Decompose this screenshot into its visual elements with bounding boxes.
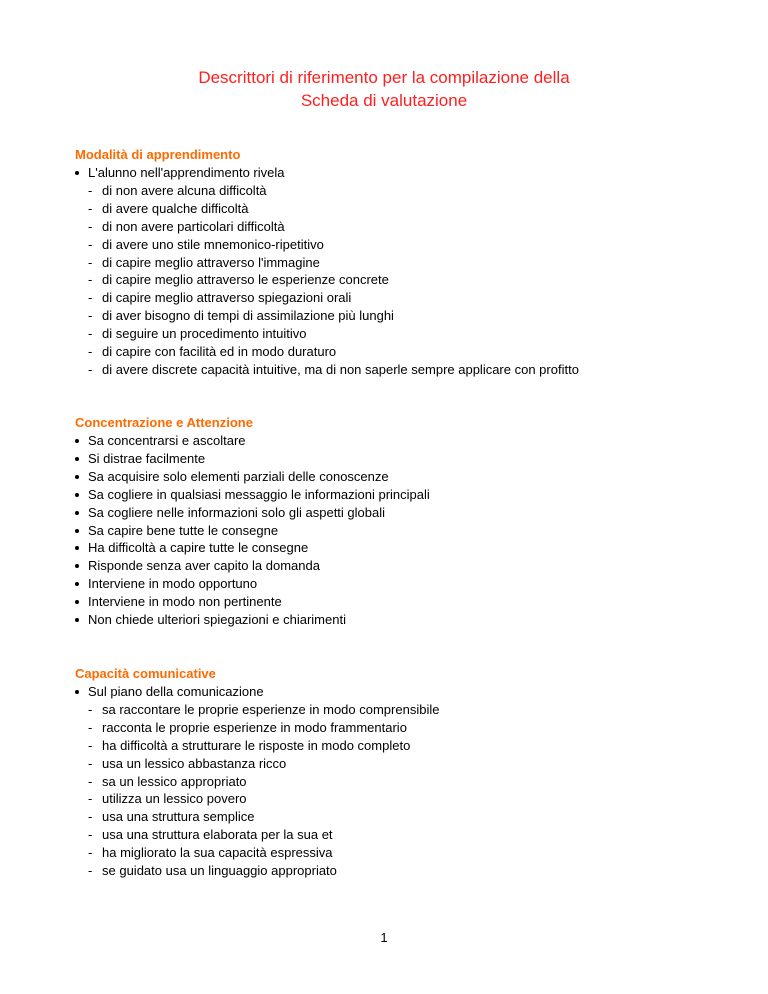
bullet-item: Non chiede ulteriori spiegazioni e chiarimenti (75, 611, 715, 629)
dash-marker: - (88, 290, 93, 306)
dash-marker: - (88, 218, 93, 234)
dash-item (75, 236, 715, 254)
dash-item-text: di capire meglio attraverso l'immagine (102, 254, 320, 270)
dash-item-text: di aver bisogno di tempi di assimilazione più lunghi (102, 308, 394, 324)
dash-marker: - (88, 272, 93, 288)
page-number: 1 (380, 930, 388, 945)
dash-item-text: se guidato usa un linguaggio appropriato (102, 863, 337, 879)
dash-item-text: racconta le proprie esperienze in modo frammentario (102, 719, 407, 735)
dash-item (75, 200, 715, 218)
dash-marker: - (88, 701, 93, 717)
dash-item-text: di non avere particolari difficoltà (102, 218, 285, 234)
bullet-item: L'alunno nell'apprendimento rivela (75, 164, 715, 182)
dash-item-text: sa un lessico appropriato (102, 773, 247, 789)
dash-item (75, 307, 715, 325)
dash-item-text: usa un lessico abbastanza ricco (102, 755, 287, 771)
dash-item (75, 254, 715, 272)
dash-item (75, 808, 715, 826)
bullet-item: Si distrae facilmente (75, 450, 715, 468)
bullet-item: Sa capire bene tutte le consegne (75, 522, 715, 540)
dash-marker: - (88, 827, 93, 843)
dash-marker: - (88, 755, 93, 771)
dash-marker: - (88, 845, 93, 861)
dash-item (75, 737, 715, 755)
bullet-item: Sa cogliere in qualsiasi messaggio le informazioni principali (75, 486, 715, 504)
bullet-item: Risponde senza aver capito la domanda (75, 557, 715, 575)
dash-marker: - (88, 236, 93, 252)
dash-item (75, 182, 715, 200)
dash-item (75, 773, 715, 791)
title-line-1: Descrittori di riferimento per la compilazione della (198, 68, 570, 87)
dash-item-text: di avere qualche difficoltà (102, 200, 249, 216)
document-title (0, 66, 768, 112)
dash-marker: - (88, 719, 93, 735)
section-modalita-apprendimento (75, 146, 715, 379)
dash-item (75, 343, 715, 361)
dash-marker: - (88, 200, 93, 216)
dash-item (75, 755, 715, 773)
dash-item-text: usa una struttura semplice (102, 809, 255, 825)
dash-item-text: usa una struttura elaborata per la sua et (102, 827, 333, 843)
dash-item (75, 701, 715, 719)
bullet-item: Interviene in modo opportuno (75, 575, 715, 593)
dash-item (75, 271, 715, 289)
dash-item (75, 826, 715, 844)
dash-item-text: di avere uno stile mnemonico-ripetitivo (102, 236, 324, 252)
dash-item-text: di capire meglio attraverso le esperienze concrete (102, 272, 389, 288)
dash-marker: - (88, 773, 93, 789)
dash-item (75, 325, 715, 343)
bullet-item: Interviene in modo non pertinente (75, 593, 715, 611)
dash-item (75, 719, 715, 737)
dash-item (75, 218, 715, 236)
bullet-item: Sa concentrarsi e ascoltare (75, 432, 715, 450)
dash-item (75, 790, 715, 808)
dash-marker: - (88, 737, 93, 753)
bullet-item: Ha difficoltà a capire tutte le consegne (75, 539, 715, 557)
dash-item (75, 289, 715, 307)
dash-item (75, 361, 715, 379)
dash-marker: - (88, 791, 93, 807)
dash-item-text: ha migliorato la sua capacità espressiva (102, 845, 333, 861)
dash-marker: - (88, 361, 93, 377)
section-heading: Concentrazione e Attenzione (75, 415, 253, 430)
dash-marker: - (88, 344, 93, 360)
bullet-item: Sa acquisire solo elementi parziali delle conoscenze (75, 468, 715, 486)
dash-item-text: sa raccontare le proprie esperienze in modo comprensibile (102, 701, 440, 717)
dash-item-text: utilizza un lessico povero (102, 791, 247, 807)
dash-marker: - (88, 254, 93, 270)
title-line-2: Scheda di valutazione (300, 91, 468, 110)
dash-item (75, 844, 715, 862)
section-heading: Modalità di apprendimento (75, 147, 241, 162)
dash-item-text: di seguire un procedimento intuitivo (102, 326, 307, 342)
dash-item-text: di avere discrete capacità intuitive, ma di non saperle sempre applicare con profitto (102, 361, 579, 377)
bullet-item: Sul piano della comunicazione (75, 683, 715, 701)
dash-item-text: di non avere alcuna difficoltà (102, 182, 267, 198)
dash-marker: - (88, 863, 93, 879)
dash-marker: - (88, 809, 93, 825)
section-capacita-comunicative (75, 665, 715, 880)
dash-item-text: di capire meglio attraverso spiegazioni orali (102, 290, 352, 306)
dash-marker: - (88, 308, 93, 324)
dash-marker: - (88, 182, 93, 198)
bullet-item: Sa cogliere nelle informazioni solo gli aspetti globali (75, 504, 715, 522)
dash-item-text: di capire con facilità ed in modo duraturo (102, 344, 337, 360)
dash-item (75, 862, 715, 880)
section-heading: Capacità comunicative (75, 666, 216, 681)
dash-marker: - (88, 326, 93, 342)
section-concentrazione-attenzione (75, 414, 715, 629)
dash-item-text: ha difficoltà a strutturare le risposte in modo completo (102, 737, 411, 753)
